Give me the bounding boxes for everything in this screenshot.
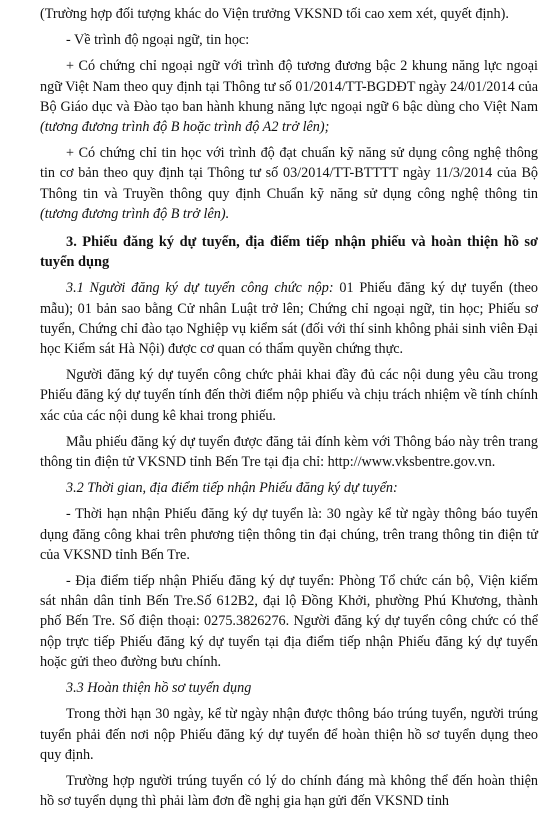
deadline-paragraph: - Thời hạn nhận Phiếu đăng ký dự tuyển là: 30 ngày kể từ ngày thông báo tuyển dụng đăng công khai trên phương tiện thông tin đại chúng, trên trang thông tin điện tử của VKSND tỉnh Bến Tre. [40,506,538,563]
form-download-paragraph [40,432,538,472]
language-requirement [40,56,538,137]
it-requirement-note: (tương đương trình độ B trở lên). [40,205,230,222]
language-it-heading: - Về trình độ ngoại ngữ, tin học: [66,32,250,49]
it-requirement-text: + Có chứng chỉ tin học với trình độ đạt chuẩn kỹ năng sử dụng công nghệ thông tin cơ bản theo quy định tại Thông tư số 03/2014/TT-BTTTT ngày 11/3/2014 của Bộ Thông tin và Truyền thông quy định Chuẩn kỹ năng sử dụng công nghệ thông tin [40,145,538,202]
form-download-text: Mẫu phiếu đăng ký dự tuyển được đăng tải đính kèm với Thông báo này trên trang thông tin điện tử VKSND tỉnh Bến Tre tại địa chỉ: [40,433,538,471]
section-3-1-heading: 3.1 Người đăng ký dự tuyển công chức nộp: [66,280,334,297]
intro-paragraph: (Trường hợp đối tượng khác do Viện trưởng VKSND tối cao xem xét, quyết định). [40,6,509,22]
section-3-1-text: 01 Phiếu đăng ký dự tuyển (theo mẫu); 01 bản sao bằng Cử nhân Luật trở lên; Chứng chỉ ngoại ngữ, tin học; Phiếu sơ tuyển, Chứng chỉ đào tạo Nghiệp vụ kiểm sát (đối với thí sinh không phải sinh viên Đại học Kiểm sát Hà Nội) được cơ quan có thẩm quyền chứng thực. [40,280,538,358]
extension-paragraph: Trường hợp người trúng tuyển có lý do chính đáng mà không thể đến hoàn thiện hồ sơ tuyển dụng thì phải làm đơn đề nghị gia hạn gửi đến VKSND tỉnh [40,772,538,810]
submission-place-paragraph: - Địa điểm tiếp nhận Phiếu đăng ký dự tuyển: Phòng Tổ chức cán bộ, Viện kiểm sát nhân dân tỉnh Bến Tre.Số 612B2, đại lộ Đồng Khởi, phường Phú Khương, thành phố Bến Tre. Số điện thoại: 0275.3826276. Người đăng ký dự tuyển công chức có thể nộp trực tiếp Phiếu đăng ký dự tuyển tại địa điểm tiếp nhận Phiếu đăng ký dự tuyển hoặc gửi theo đường bưu chính. [40,573,538,670]
section-3-heading: 3. Phiếu đăng ký dự tuyển, địa điểm tiếp nhận phiếu và hoàn thiện hồ sơ tuyển dụng [40,234,538,271]
section-3-2-heading: 3.2 Thời gian, địa điểm tiếp nhận Phiếu đăng ký dự tuyển: [66,480,398,497]
language-requirement-text: + Có chứng chỉ ngoại ngữ với trình độ tương đương bậc 2 khung năng lực ngoại ngữ Việt Nam theo quy định tại Thông tư số 01/2014/TT-BGDĐT ngày 24/01/2014 của Bộ Giáo dục và Đào tạo ban hành khung năng lực ngoại ngữ 6 bậc dùng cho Việt Nam [40,58,538,115]
section-3-1 [40,278,538,359]
language-requirement-note: (tương đương trình độ B hoặc trình độ A2 trở lên); [40,119,330,136]
fill-form-paragraph: Người đăng ký dự tuyển công chức phải khai đầy đủ các nội dung yêu cầu trong Phiếu đăng ký dự tuyển tính đến thời điểm nộp phiếu và chịu trách nhiệm về tính chính xác của các nội dung kê khai trong phiếu. [40,367,538,424]
section-3-3-heading: 3.3 Hoàn thiện hồ sơ tuyển dụng [66,680,252,697]
complete-dossier-paragraph: Trong thời hạn 30 ngày, kể từ ngày nhận được thông báo trúng tuyển, người trúng tuyển phải đến nơi nộp Phiếu đăng ký dự tuyển để hoàn thiện hồ sơ tuyển dụng theo quy định. [40,706,538,763]
website-link[interactable]: http://www.vksbentre.gov.vn. [327,454,496,471]
it-requirement [40,143,538,224]
